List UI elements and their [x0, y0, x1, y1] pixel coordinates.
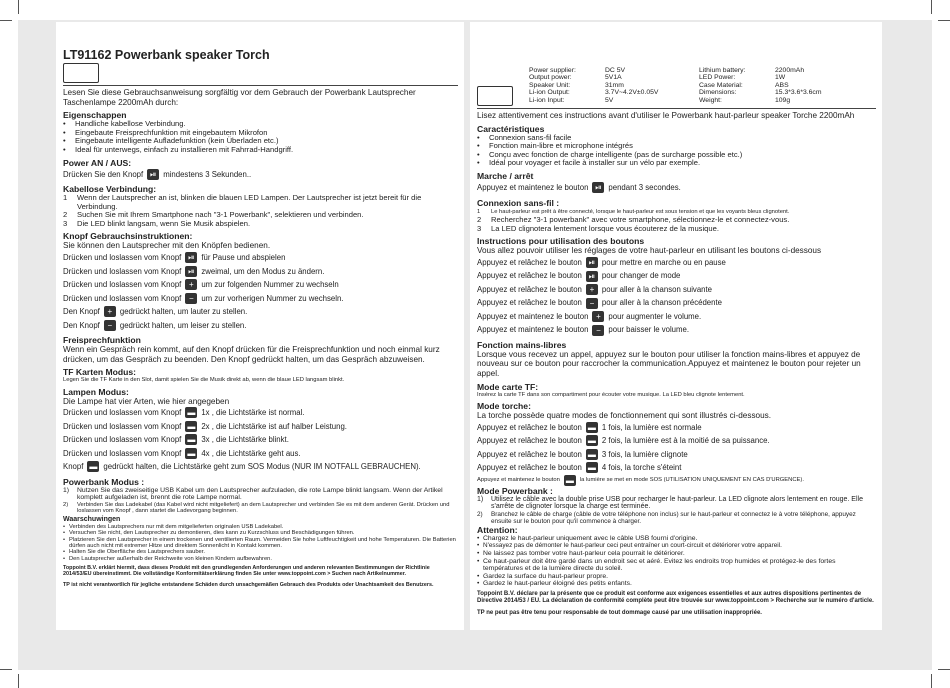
section-heading: Mode carte TF: — [477, 381, 539, 392]
list-item: • Eingebaute Freisprechfunktion mit eingebautem Mikrofon — [63, 127, 268, 137]
logo-placeholder — [63, 63, 99, 83]
crop-mark — [938, 20, 950, 21]
section-intro: Vous allez pouvoir utiliser les réglages de votre haut-parleur en utilisant les boutons ci-dessous — [477, 246, 822, 256]
play-pause-icon: ⏯ — [185, 266, 197, 277]
instruction-row: Den Knopf + gedrückt halten, um lauter zu stellen. — [63, 307, 248, 317]
section-text: Insérez la carte TF dans son compartiment pour écouter votre musique. La LED bleu clignote lentement. — [477, 391, 745, 398]
section-intro: Die Lampe hat vier Arten, wie hier angegeben — [63, 396, 230, 406]
list-item: • Platzieren Sie den Lautsprecher in einem trockenen und ventilierten Raum. Vermeiden Sie hohe Luftfeuchtigkeit und hohe Temperaturen. Die Batterien dürfen auch nicht mit extremer Hitze und direktem Sonnenlicht in Kontakt kommen. — [63, 536, 456, 549]
section-text: Legen Sie die TF Karte in den Slot, damit spielen Sie die Musik direkt ab, wenn die blaue LED langsam blinkt. — [63, 377, 345, 384]
list-item: 1 Wenn der Lautsprecher an ist, blinken die blauen LED Lampen. Der Lautsprecher ist jetzt bereit für die Verbindung. — [63, 193, 422, 211]
list-item: • Versuchen Sie nicht, den Lautsprecher zu demontieren, dies kann zu Kurzschluss und Beschädigungen führen. — [63, 530, 355, 537]
instruction-row: Drücken und loslassen vom Knopf ⏯ für Pause und abspielen — [63, 253, 286, 263]
list-item: • Connexion sans-fil facile — [477, 132, 572, 142]
legal-text: TP ne peut pas être tenu pour responsable de tout dommage causé par une utilisation inappropriée. — [477, 609, 762, 616]
section-heading: Mode torche: — [477, 401, 531, 412]
crop-mark — [0, 669, 12, 670]
divider — [477, 108, 876, 109]
minus-icon: − — [185, 293, 197, 304]
list-item: • Ne laissez pas tomber votre haut-parleur cela pourrait le détériorer. — [477, 550, 685, 558]
instruction-row: Appuyez et relâchez le bouton − pour aller à la chanson précédente — [477, 298, 722, 308]
list-item: 2 Recherchez "3-1 powerbank" avec votre smartphone, sélectionnez-le et connectez-vous. — [477, 215, 790, 225]
list-item: 1) Nutzen Sie das zweiseitige USB Kabel um den Lautsprecher aufzuladen, die rote Lampe blinkt langsam. Wenn der Artikel komplett aufgeladen ist, brennt die rote Lampe normal. — [63, 486, 443, 502]
torch-icon: ▬ — [187, 448, 196, 458]
crop-mark — [18, 674, 19, 688]
instruction-row: Appuyez et relâchez le bouton ▬ 1 fois, la lumière est normale — [477, 422, 702, 432]
legal-text: TP ist nicht verantwortlich für jegliche entstandene Schäden durch unsachgemäßen Gebrauch des Produkts oder Unachtsamkeit des Benutzers. — [63, 582, 434, 589]
torch-icon: ▬ — [587, 449, 596, 459]
torch-icon: ▬ — [565, 475, 574, 485]
list-item: 2) Verbinden Sie das Ladekabel (das Kabel wird nicht mitgeliefert) an dem Lautsprecher und verbinden Sie es mit dem anderen Gerät. Drücken und loslassen vom Knopf , dann startet die Ladevorgang beginnen. — [63, 501, 450, 515]
intro-text: Lesen Sie diese Gebrauchsanweisung sorgfältig vor dem Gebrauch der Powerbank Lautsprecher Taschenlampe 2200mAh durch: — [63, 88, 416, 107]
list-item: • Gardez le haut-parleur éloigné des petits enfants. — [477, 580, 632, 588]
minus-icon: − — [586, 298, 598, 309]
divider — [63, 85, 458, 86]
instruction-row: Appuyez et relâchez le bouton ⏯ pour mettre en marche ou en pause — [477, 257, 726, 268]
instruction-row: Appuyez et relâchez le bouton + pour aller à la chanson suivante — [477, 284, 712, 295]
play-pause-icon: ⏯ — [592, 182, 604, 193]
minus-icon: − — [104, 320, 116, 331]
crop-mark — [18, 0, 19, 14]
instruction-row: Appuyez et maintenez le bouton − pour baisser le volume. — [477, 325, 690, 335]
intro-text: Lisez attentivement ces instructions avant d'utiliser le Powerbank haut-parleur speaker Torche 2200mAh — [477, 111, 855, 121]
spec-column: Lithium battery: 2200mAh LED Power: 1W Case Material: ABS Dimensions: 15.3*3.6*3.6cm Weight: 109g — [699, 67, 822, 104]
instruction-row: Den Knopf − gedrückt halten, um leiser zu stellen. — [63, 320, 247, 330]
torch-icon: ▬ — [187, 435, 196, 445]
torch-icon: ▬ — [187, 421, 196, 431]
list-item: 3 Die LED blinkt langsam, wenn Sie Musik abspielen. — [63, 218, 251, 228]
list-item: • Chargez le haut-parleur uniquement avec le câble USB fourni d'origine. — [477, 534, 698, 542]
instruction-row: Drücken und loslassen vom Knopf + um zur folgenden Nummer zu wechseln — [63, 280, 339, 290]
torch-icon: ▬ — [187, 408, 196, 418]
instruction-row: Appuyez et maintenez le bouton + pour augmenter le volume. — [477, 311, 702, 322]
list-item: 3 La LED clignotera lentement lorsque vous écouterez de la musique. — [477, 223, 719, 233]
section-heading: Attention: — [477, 524, 518, 535]
play-pause-icon: ⏯ — [147, 169, 159, 180]
torch-icon: ▬ — [89, 462, 98, 472]
instruction-row: Appuyez et maintenez le bouton ▬ la lumière se met en mode SOS (UTILISATION UNIQUEMENT EN CAS D'URGENCE). — [477, 475, 804, 485]
instruction-row: Drücken und loslassen vom Knopf − um zur vorherigen Nummer zu wechseln. — [63, 293, 344, 303]
instruction-row: Appuyez et relâchez le bouton ▬ 4 fois, la torche s'éteint — [477, 463, 682, 473]
plus-icon: + — [586, 284, 598, 295]
instruction-row: Appuyez et relâchez le bouton ⏯ pour changer de mode — [477, 271, 681, 281]
torch-icon: ▬ — [587, 436, 596, 446]
list-item: • Handliche kabellose Verbindung. — [63, 119, 186, 129]
plus-icon: + — [104, 306, 116, 317]
section-heading: Fonction mains-libres — [477, 339, 567, 350]
play-pause-icon: ⏯ — [586, 271, 598, 282]
instruction-row: Appuyez et relâchez le bouton ▬ 3 fois, la lumière clignote — [477, 449, 688, 459]
section-heading: Lampen Modus: — [63, 386, 129, 397]
list-item: • Ce haut-parleur doit être gardé dans un endroit sec et aéré. Evitez les endroits trop humides et protégez-le des fortes températures et de la lumière directe du soleil. — [477, 557, 836, 573]
torch-icon: ▬ — [587, 463, 596, 473]
torch-icon: ▬ — [587, 422, 596, 432]
crop-mark — [931, 674, 932, 688]
instruction-row: Drücken und loslassen vom Knopf ▬ 4x , die Lichtstärke geht aus. — [63, 448, 301, 458]
section-heading: Mode Powerbank : — [477, 485, 553, 496]
instruction-row: Appuyez et relâchez le bouton ▬ 2 fois, la lumière est à la moitié de sa puissance. — [477, 436, 770, 446]
minus-icon: − — [592, 325, 604, 336]
list-item: • Gardez la surface du haut-parleur propre. — [477, 572, 609, 580]
list-item: 1) Utilisez le câble avec la double prise USB pour recharger le haut-parleur. La LED clignote alors lentement en rouge. Elle s'arrête de clignoter lorsque la charge est terminée. — [477, 495, 863, 511]
list-item: • Conçu avec fonction de charge intelligente (pas de surcharge possible etc.) — [477, 149, 743, 159]
list-item: 2) Branchez le câble de charge (câble de votre téléphone non inclus) sur le haut-parleur et connectez le à votre téléphone, appuyez ensuite sur le bouton pour qu'il commence à charger. — [477, 510, 856, 525]
legal-text: Toppoint B.V. déclare par la présente que ce produit est conforme aux exigences essentielles et aux autres dispositions pertinentes de Directive 2014/53 / EU. La déclaration de conformité complète peut être trouvée sur www.toppoint.com > Recherche sur le numéro d'article. — [477, 591, 874, 604]
section-intro: La torche possède quatre modes de fonctionnement qui sont illustrés ci-dessous. — [477, 411, 772, 421]
section-heading: Kabellose Verbindung: — [63, 184, 157, 195]
section-heading: Powerbank Modus : — [63, 476, 145, 487]
list-item: • N'essayez pas de démonter le haut-parleur ceci peut entraîner un court-circuit et détériorer votre appareil. — [477, 542, 782, 550]
list-item: • Fonction main-libre et microphone intégrés — [477, 141, 633, 151]
section-heading: Instructions pour utilisation des boutons — [477, 236, 645, 247]
section-text: Lorsque vous recevez un appel, appuyez sur le bouton pour utiliser la fonction mains-libres et appuyez de nouveau sur ce bouton pour raccrocher la communication.Appuyez et maintenez le bouton pour rejeter un appel. — [477, 349, 861, 379]
list-item: • Eingebaute intelligente Aufladefunktion (kein Überladen etc.) — [63, 136, 279, 146]
crop-mark — [931, 0, 932, 14]
instruction-row: Drücken und loslassen vom Knopf ▬ 1x , die Lichtstärke ist normal. — [63, 408, 305, 418]
plus-icon: + — [185, 279, 197, 290]
instruction-row: Drücken und loslassen vom Knopf ▬ 2x , die Lichtstärke ist auf halber Leistung. — [63, 421, 347, 431]
crop-mark — [938, 669, 950, 670]
section-heading: TF Karten Modus: — [63, 367, 137, 378]
spec-column: Power supplier: DC 5V Output power: 5V1A Speaker Unit: 31mm Li-ion Output: 3.7V~4.2V±0.05V Li-ion Input: 5V — [529, 67, 659, 104]
list-item: • Ideal für unterwegs, einfach zu installieren mit Fahrrad-Handgriff. — [63, 144, 294, 154]
list-item: • Verbinden des Lautsprechers nur mit dem mitgelieferten originalen USB Ladekabel. — [63, 523, 284, 530]
page-french — [470, 22, 882, 630]
section-text: Wenn ein Gespräch rein kommt, auf den Knopf drücken für die Freisprechfunktion und noch einmal kurz drücken, um das Gespräch zu beenden. Den Knopf gedrückt halten, um das Gespräch abzuweisen. — [63, 345, 440, 364]
instruction-row: Appuyez et maintenez le bouton ⏯ pendant 3 secondes. — [477, 183, 681, 193]
list-item: • Idéal pour voyager et facile à installer sur un vélo par exemple. — [477, 158, 701, 168]
section-heading: Waarschuwingen — [63, 515, 121, 523]
page-title: LT91162 Powerbank speaker Torch — [63, 48, 270, 62]
instruction-row: Knopf ▬ gedrückt halten, die Lichtstärke geht zum SOS Modus (NUR IM NOTFALL GEBRAUCHEN). — [63, 462, 421, 472]
crop-mark — [0, 20, 12, 21]
plus-icon: + — [592, 311, 604, 322]
list-item: • Den Lautsprecher außerhalb der Reichweite von kleinen Kindern aufbewahren. — [63, 555, 273, 562]
section-heading: Connexion sans-fil : — [477, 197, 560, 208]
section-heading: Freisprechfunktion — [63, 335, 141, 346]
section-intro: Sie können den Lautsprecher mit den Knöpfen bedienen. — [63, 241, 271, 251]
section-heading: Power AN / AUS: — [63, 157, 132, 168]
legal-text: Toppoint B.V. erklärt hiermit, dass dieses Produkt mit den grundlegenden Anforderungen und anderen relevanten Bestimmungen der Richtlinie 2014/53/EU übereinstimmt. Die vollständige Konformitätserklärung finden Sie unter www.toppoint.com > Suchen nach Artikelnummer. — [63, 565, 430, 578]
section-heading: Caractéristiques — [477, 123, 545, 134]
instruction-row: Drücken und loslassen vom Knopf ⏯ zweimal, um den Modus zu ändern. — [63, 266, 325, 276]
list-item: 1 Le haut-parleur est prêt à être connecté, lorsque le haut-parleur est sous tension et que les voyants bleus clignotent. — [477, 208, 790, 215]
page-german — [56, 22, 464, 630]
section-heading: Eigenschappen — [63, 110, 127, 121]
instruction-row: Drücken Sie den Knopf ⏯ mindestens 3 Sekunden.. — [63, 169, 252, 179]
play-pause-icon: ⏯ — [586, 257, 598, 268]
section-heading: Knopf Gebrauchsinstruktionen: — [63, 231, 193, 242]
play-pause-icon: ⏯ — [185, 252, 197, 263]
instruction-row: Drücken und loslassen vom Knopf ▬ 3x , die Lichtstärke blinkt. — [63, 435, 289, 445]
spec-table — [529, 67, 876, 104]
list-item: • Halten Sie die Oberfläche des Lautsprechers sauber. — [63, 549, 205, 556]
section-heading: Marche / arrêt — [477, 171, 534, 181]
list-item: 2 Suchen Sie mit Ihrem Smartphone nach "3-1 Powerbank", selektieren und verbinden. — [63, 210, 364, 220]
